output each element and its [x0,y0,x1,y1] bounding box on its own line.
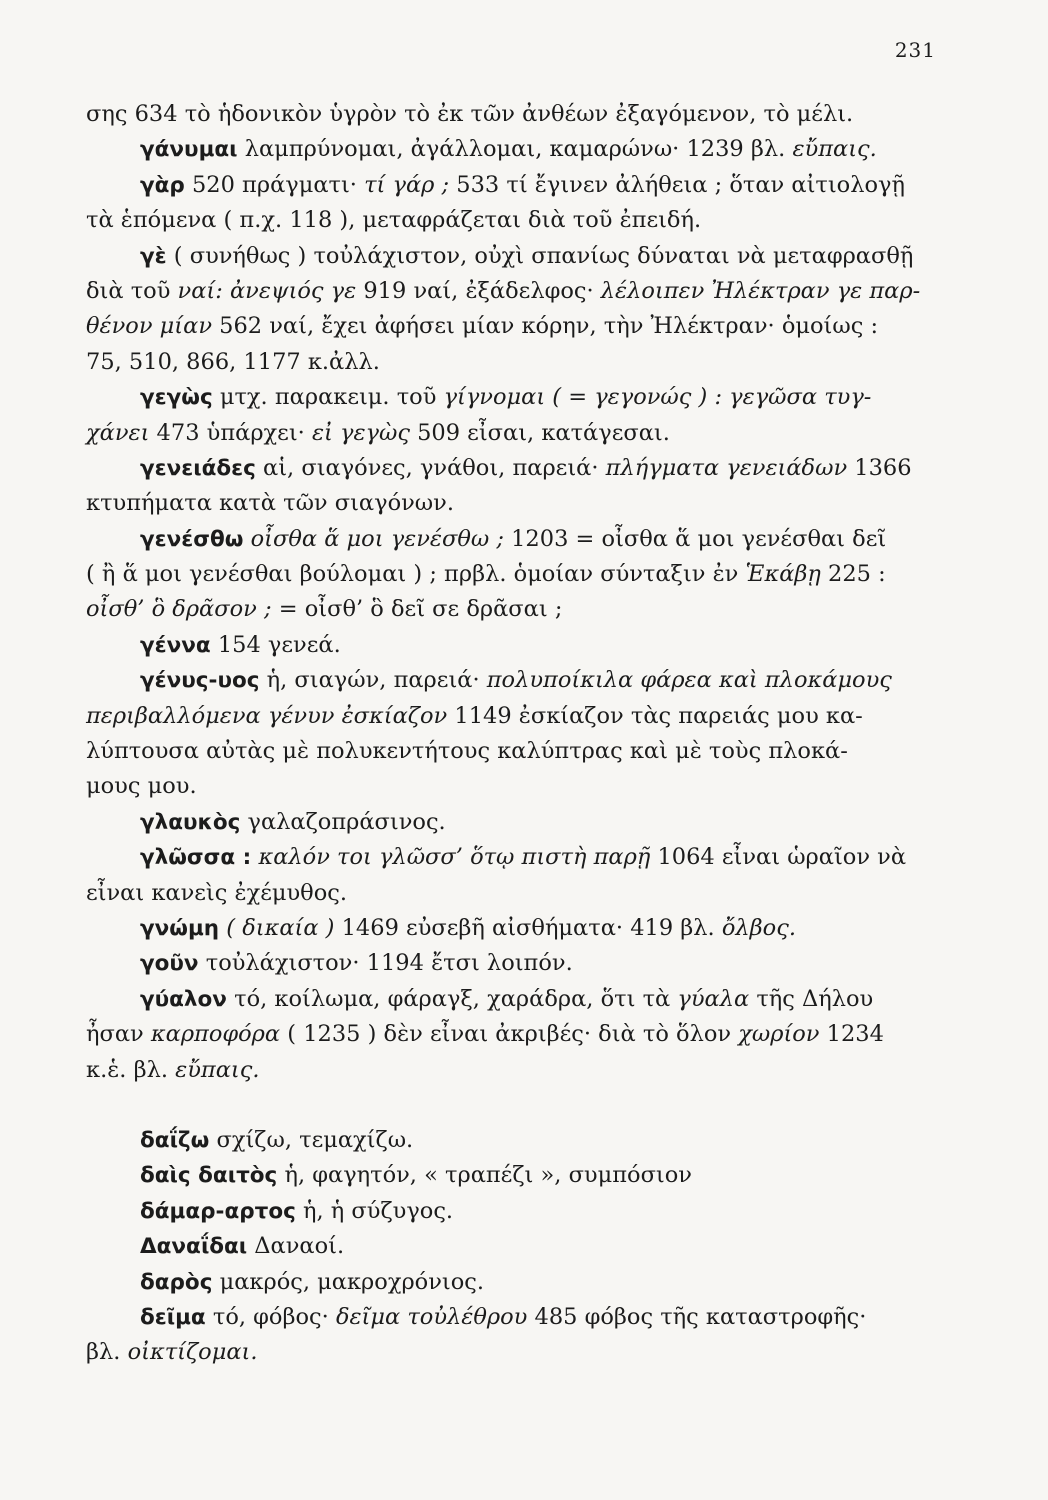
entry-line [86,663,946,698]
definition-text: σης 634 τὸ ἡδονικὸν ὑγρὸν τὸ ἐκ τῶν ἀνθέων ἐξαγόμενον, τὸ μέλι. [86,101,854,127]
quoted-text: καρποφόρα [150,1021,281,1048]
definition-text: 509 εἶσαι, κατάγεσαι. [409,419,670,446]
quoted-text: εἰ γεγὼς [311,419,410,446]
definition-text: τῆς Δήλου [749,985,874,1012]
quoted-text: ὄλβος. [721,914,796,941]
entry-line [86,628,946,663]
definition-text: ἡ, φαγητόν, « τραπέζι », συμπόσιον [277,1162,692,1189]
headword: γέννα [140,632,211,658]
entry-line [86,946,946,981]
entry-line [86,1158,946,1193]
definition-text: τὰ ἑπόμενα ( π.χ. 118 ), μεταφράζεται διὰ τοῦ ἐπειδή. [86,207,702,234]
headword: γάνυμαι [140,137,238,163]
headword: γὲ [140,243,167,269]
continuation-line [86,699,946,734]
definition-text: 154 γενεά. [210,631,341,658]
definition-text: ἦσαν [86,1021,151,1048]
headword: γὰρ [140,172,185,198]
definition-text: 919 ναί, ἐξάδελφος· [356,277,601,304]
continuation-line [86,734,946,769]
definition-text: λύπτουσα αὐτὰς μὲ πολυκεντήτους καλύπτρας καὶ μὲ τοὺς πλοκά- [86,738,848,765]
continuation-line [86,309,946,344]
definition-text: γαλαζοπράσινος. [240,808,446,835]
definition-text [243,526,250,552]
definition-text: τό, φόβος· [205,1303,336,1330]
entry-line [86,1265,946,1300]
definition-text: Δαναοί. [247,1233,345,1260]
headword: δεῖμα [140,1304,206,1330]
continuation-line [86,769,946,804]
quoted-text: καλόν τοι γλῶσσ’ ὅτῳ πιστὴ παρῇ [258,844,651,871]
quoted-text: τί γάρ ; [364,171,450,198]
entry-line [86,1229,946,1264]
definition-text: 75, 510, 866, 1177 κ.ἀλλ. [86,348,380,375]
section-gap [86,1088,946,1123]
quoted-text: οἶσθα ἅ μοι γενέσθω ; [250,525,504,552]
continuation-line [86,274,946,309]
definition-text: ( 1235 ) δὲν εἶναι ἀκριβές· διὰ τὸ ὅλον [280,1021,739,1048]
quoted-text: γίγνομαι ( = γεγονώς ) : γεγῶσα τυγ- [443,384,872,411]
continuation-line [86,1017,946,1052]
continuation-line [86,1053,946,1088]
entry-line [86,451,946,486]
headword: γνώμη [140,915,220,941]
continuation-line [86,557,946,592]
headword: γενειάδες [140,455,256,481]
definition-text: 225 : [820,561,886,588]
definition-text: 1064 εἶναι ὡραῖον νὰ [650,844,907,871]
definition-text: ( συνήθως ) τοὐλάχιστον, οὐχὶ σπανίως δύναται νὰ μεταφρασθῇ [166,242,914,269]
definition-text: 473 ὑπάρχει· [149,419,312,446]
quoted-text: Ἑκάβῃ [745,561,821,588]
page-number: 231 [894,38,936,62]
headword: γλῶσσα : [140,845,252,871]
definition-text: 1469 εὐσεβῆ αἰσθήματα· 419 βλ. [334,914,722,941]
entry-line [86,805,946,840]
quoted-text: δεῖμα τοὐλέθρου [335,1303,528,1330]
quoted-text: χωρίον [738,1021,820,1048]
entry-line [86,132,946,167]
definition-text: διὰ τοῦ [86,277,178,304]
definition-text: μους μου. [86,773,197,800]
continuation-line [86,876,946,911]
headword: γοῦν [140,951,199,977]
definition-text: λαμπρύνομαι, ἀγάλλομαι, καμαρώνω· 1239 βλ. [237,136,793,163]
headword: γλαυκὸς [140,809,241,835]
headword: Δαναΐδαι [140,1234,248,1260]
definition-text: = οἶσθ’ ὃ δεῖ σε δρᾶσαι ; [271,596,563,623]
quoted-text: γύαλα [677,985,750,1012]
quoted-text: λέλοιπεν Ἠλέκτραν γε παρ- [600,277,921,304]
entry-line [86,1300,946,1335]
definition-text: 1366 [847,454,912,481]
definition-text: 533 τί ἔγινεν ἀλήθεια ; ὅταν αἰτιολογῇ [449,171,905,198]
definition-text: 520 πράγματι· [184,171,365,198]
definition-text: 1149 ἐσκίαζον τὰς παρειάς μου κα- [447,702,863,729]
entry-line [86,840,946,875]
continuation-line [86,1335,946,1370]
definition-text: σχίζω, τεμαχίζω. [209,1126,414,1153]
quoted-text: χάνει [86,419,150,446]
continuation-line [86,416,946,451]
quoted-text: οἶσθ’ ὃ δρᾶσον ; [86,596,272,623]
quoted-text: περιβαλλόμενα γένυν ἐσκίαζον [86,702,448,729]
definition-text: μακρός, μακροχρόνιος. [212,1268,485,1295]
entry-line [86,982,946,1017]
entry-line [86,522,946,557]
quoted-text: πολυποίκιλα φάρεα καὶ πλοκάμους [486,667,892,694]
headword: γενέσθω [140,526,244,552]
definition-text: 485 φόβος τῆς καταστροφῆς· [527,1303,867,1330]
definition-text: ἡ, ἡ σύζυγος. [295,1197,454,1224]
continuation-line [86,203,946,238]
quoted-text: ναί: ἀνεψιός γε [177,277,357,304]
quoted-text: πλήγματα γενειάδων [605,454,848,481]
quoted-text: ( δικαία ) [226,914,335,941]
definition-text: ( ἢ ἅ μοι γενέσθαι βούλομαι ) ; πρβλ. ὁμοίαν σύνταξιν ἐν [86,561,746,588]
quoted-text: οἰκτίζομαι. [127,1339,258,1366]
definition-text: τό, κοίλωμα, φάραγξ, χαράδρα, ὅτι τὰ [226,985,678,1012]
dictionary-text [86,97,946,1371]
definition-text: κ.ἑ. βλ. [86,1056,176,1083]
headword: δάμαρ-αρτος [140,1198,296,1224]
quoted-text: θένον μίαν [86,313,212,340]
definition-text: μτχ. παρακειμ. τοῦ [212,384,444,411]
entry-line [86,1194,946,1229]
definition-text: 1203 = οἶσθα ἅ μοι γενέσθαι δεῖ [503,525,887,552]
quoted-text: εὔπαις. [792,136,877,163]
headword: γύαλον [140,986,227,1012]
definition-text: 1234 [819,1021,884,1048]
headword: δαρὸς [140,1269,213,1295]
definition-text: τοὐλάχιστον· 1194 ἔτσι λοιπόν. [198,950,573,977]
definition-text: ἡ, σιαγών, παρειά· [259,667,487,694]
quoted-text: εὔπαις. [175,1056,260,1083]
continuation-line [86,97,946,132]
definition-text: βλ. [86,1339,128,1366]
entry-line [86,168,946,203]
headword: δαὶς δαιτὸς [140,1163,278,1189]
headword: γεγὼς [140,385,213,411]
headword: γένυς-υος [140,668,260,694]
continuation-line [86,592,946,627]
headword: δαΐζω [140,1127,210,1153]
definition-text: κτυπήματα κατὰ τῶν σιαγόνων. [86,490,454,517]
entry-line [86,911,946,946]
entry-line [86,239,946,274]
entry-line [86,380,946,415]
definition-text: εἶναι κανεὶς ἐχέμυθος. [86,879,348,906]
continuation-line [86,486,946,521]
entry-line [86,1123,946,1158]
definition-text: αἱ, σιαγόνες, γνάθοι, παρειά· [255,454,606,481]
continuation-line [86,345,946,380]
definition-text: 562 ναί, ἔχει ἀφήσει μίαν κόρην, τὴν Ἠλέκτραν· ὁμοίως : [212,313,879,340]
